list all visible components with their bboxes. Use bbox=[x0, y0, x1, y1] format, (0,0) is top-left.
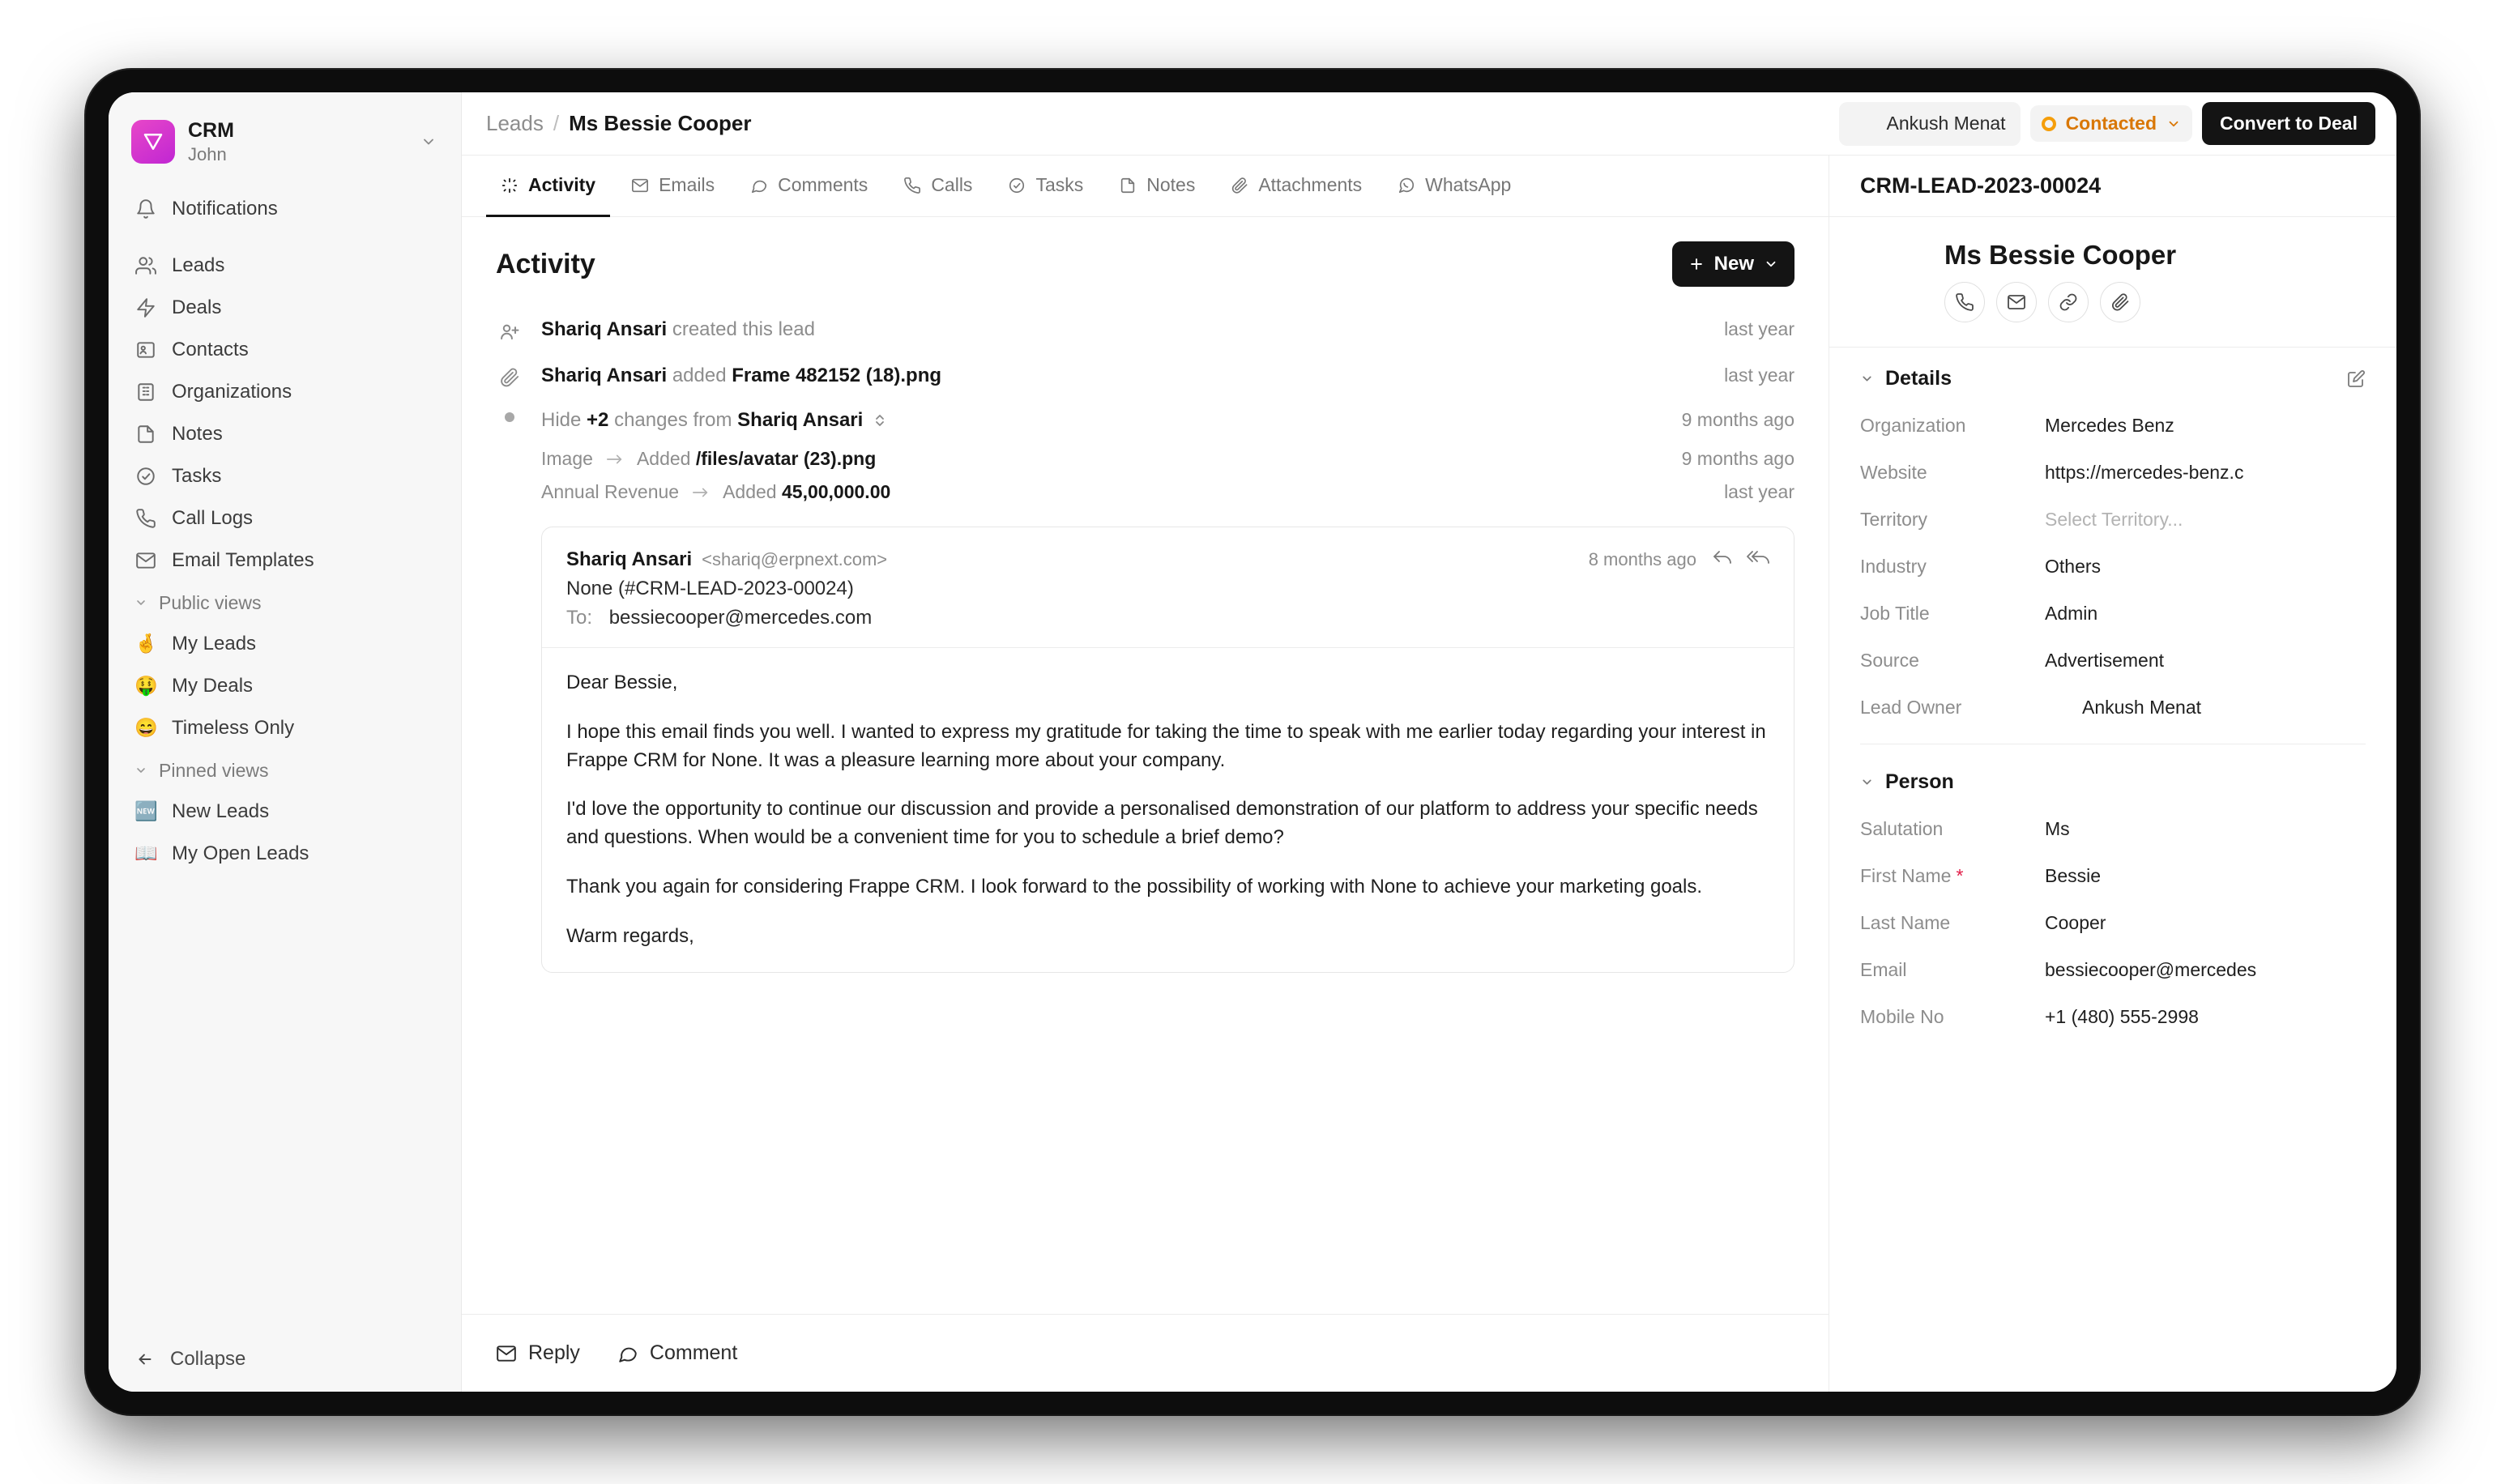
smile-emoji-icon: 😄 bbox=[134, 717, 158, 739]
chevron-down-icon bbox=[134, 596, 147, 609]
paperclip-icon bbox=[496, 367, 523, 388]
building-icon bbox=[134, 381, 157, 403]
tab-bar bbox=[462, 156, 1829, 217]
activity-icon bbox=[501, 177, 518, 194]
sidebar-item-deals[interactable] bbox=[123, 288, 446, 328]
link-icon[interactable] bbox=[2048, 282, 2089, 322]
sidebar-item-my-leads[interactable] bbox=[123, 624, 446, 664]
sidebar-item-label: Tasks bbox=[172, 464, 222, 487]
collapse-sidebar-button[interactable] bbox=[123, 1332, 446, 1392]
email-card-header bbox=[566, 548, 1769, 571]
new-activity-label: New bbox=[1713, 253, 1754, 275]
tab-whatsapp[interactable] bbox=[1383, 156, 1526, 217]
person-summary-text bbox=[1944, 240, 2176, 322]
details-section bbox=[1829, 348, 2396, 751]
edit-icon[interactable] bbox=[2346, 369, 2366, 389]
field-value[interactable]: Advertisement bbox=[2045, 649, 2165, 671]
field-label: Salutation bbox=[1860, 817, 1944, 839]
tab-attachments[interactable] bbox=[1216, 156, 1376, 217]
field-source bbox=[1860, 637, 2366, 684]
details-section-header[interactable] bbox=[1860, 367, 2366, 390]
paperclip-icon bbox=[1231, 177, 1248, 194]
arrow-right-icon bbox=[606, 453, 624, 466]
sidebar-item-label: Notifications bbox=[172, 197, 278, 220]
field-website bbox=[1860, 449, 2366, 496]
tab-emails[interactable] bbox=[617, 156, 729, 217]
email-sender-address: <shariq@erpnext.com> bbox=[702, 549, 888, 569]
avatar bbox=[1846, 109, 1877, 139]
field-organization bbox=[1860, 402, 2366, 449]
sidebar-item-my-open-leads[interactable] bbox=[123, 834, 446, 874]
arrow-right-icon bbox=[692, 486, 710, 499]
phone-icon bbox=[903, 177, 921, 194]
person-section-header[interactable] bbox=[1860, 770, 2366, 794]
activity-timestamp: last year bbox=[1724, 318, 1794, 339]
avatar[interactable] bbox=[1860, 249, 1925, 313]
sidebar-item-label: Timeless Only bbox=[172, 716, 295, 739]
email-body bbox=[566, 648, 1769, 951]
sidebar-item-label: Deals bbox=[172, 296, 222, 318]
comment-icon bbox=[617, 1343, 638, 1364]
activity-event bbox=[496, 354, 1794, 399]
content-wrapper bbox=[462, 156, 2396, 1392]
tab-label: Tasks bbox=[1035, 174, 1084, 195]
comment-label: Comment bbox=[649, 1341, 738, 1364]
field-label: Organization bbox=[1860, 414, 1966, 436]
activity-event-text bbox=[541, 365, 1690, 387]
change-value: 45,00,000.00 bbox=[781, 481, 891, 502]
person-name: Ms Bessie Cooper bbox=[1944, 240, 2177, 270]
lead-owner-name: Ankush Menat bbox=[2082, 696, 2202, 718]
field-value[interactable]: bessiecooper@mercedes bbox=[2045, 958, 2257, 980]
change-field: Annual Revenue bbox=[541, 481, 680, 502]
tab-label: Notes bbox=[1146, 174, 1196, 195]
email-paragraph: I hope this email finds you well. I wanted to express my gratitude for taking the time to speak with me earlier today regarding your interest in Frappe CRM for None. It was a pleasure learning more about your company. bbox=[566, 720, 1766, 771]
tab-label: Comments bbox=[778, 174, 868, 195]
field-mobile-no bbox=[1860, 993, 2366, 1040]
convert-to-deal-button[interactable]: Convert to Deal bbox=[2202, 102, 2375, 145]
email-recipient-row bbox=[566, 607, 1769, 629]
money-face-emoji-icon: 🤑 bbox=[134, 675, 158, 697]
new-emoji-icon: 🆕 bbox=[134, 800, 158, 822]
email-actions bbox=[1713, 549, 1769, 565]
chevron-down-icon bbox=[1764, 257, 1778, 271]
sidebar-item-label: Contacts bbox=[172, 338, 249, 360]
sidebar-item-label: Email Templates bbox=[172, 548, 314, 571]
workspace-user: John bbox=[188, 144, 227, 165]
reply-label: Reply bbox=[528, 1341, 580, 1364]
top-bar bbox=[462, 92, 2396, 156]
changes-count: +2 bbox=[587, 409, 609, 431]
field-value[interactable]: Bessie bbox=[2045, 864, 2102, 886]
field-value[interactable]: Select Territory... bbox=[2045, 508, 2183, 530]
sidebar-item-email-templates[interactable] bbox=[123, 540, 446, 581]
chevron-down-icon bbox=[2166, 117, 2181, 131]
sidebar-section-pinned-views[interactable] bbox=[123, 750, 446, 790]
email-icon bbox=[631, 177, 649, 194]
tab-tasks[interactable] bbox=[993, 156, 1098, 217]
sidebar bbox=[109, 92, 462, 1392]
sidebar-item-notes[interactable] bbox=[123, 414, 446, 454]
note-icon bbox=[1119, 177, 1137, 194]
email-paragraph: Dear Bessie, bbox=[566, 672, 678, 693]
sidebar-item-timeless-only[interactable] bbox=[123, 708, 446, 748]
sidebar-item-label: My Open Leads bbox=[172, 842, 309, 864]
sidebar-section-public-views[interactable] bbox=[123, 582, 446, 622]
status-badge[interactable] bbox=[2030, 105, 2192, 142]
record-id: CRM-LEAD-2023-00024 bbox=[1829, 156, 2396, 217]
sidebar-item-label: Notes bbox=[172, 422, 223, 445]
email-timestamp: 8 months ago bbox=[1588, 549, 1696, 569]
tab-calls[interactable] bbox=[889, 156, 987, 217]
person-section-title: Person bbox=[1885, 770, 1954, 793]
field-label: Territory bbox=[1860, 508, 1928, 530]
reply-button[interactable] bbox=[496, 1341, 580, 1365]
field-label: Industry bbox=[1860, 555, 1927, 577]
required-asterisk: * bbox=[1956, 864, 1964, 886]
tab-comments[interactable] bbox=[736, 156, 882, 217]
field-value[interactable] bbox=[2045, 693, 2366, 721]
email-icon bbox=[496, 1343, 517, 1364]
collapse-icon bbox=[134, 1349, 156, 1370]
activity-timestamp: last year bbox=[1724, 365, 1794, 386]
email-subject: None (#CRM-LEAD-2023-00024) bbox=[566, 578, 854, 599]
field-value[interactable]: Admin bbox=[2045, 602, 2098, 624]
sidebar-item-organizations[interactable] bbox=[123, 372, 446, 412]
workspace-title: CRM bbox=[188, 119, 234, 142]
users-icon bbox=[134, 254, 157, 277]
sidebar-item-my-deals[interactable] bbox=[123, 666, 446, 706]
sidebar-item-tasks[interactable] bbox=[123, 456, 446, 497]
field-salutation bbox=[1860, 805, 2366, 852]
task-icon bbox=[1008, 177, 1026, 194]
field-first-name bbox=[1860, 852, 2366, 899]
sidebar-item-call-logs[interactable] bbox=[123, 498, 446, 539]
sidebar-section-label: Pinned views bbox=[159, 759, 269, 781]
composer-bar bbox=[462, 1314, 1829, 1392]
collapse-label: Collapse bbox=[170, 1348, 246, 1370]
email-activity-card bbox=[541, 527, 1794, 973]
person-summary bbox=[1829, 217, 2396, 348]
activity-actor: Shariq Ansari bbox=[541, 318, 668, 340]
activity-event-text bbox=[541, 318, 1690, 341]
tab-label: Attachments bbox=[1258, 174, 1363, 195]
field-label: Source bbox=[1860, 649, 1919, 671]
sidebar-section-label: Public views bbox=[159, 591, 262, 613]
email-paragraph: Thank you again for considering Frappe CRM. I look forward to the possibility of working with None to achieve your marketing goals. bbox=[566, 875, 1703, 898]
tab-activity[interactable] bbox=[486, 156, 610, 217]
hand-emoji-icon: 🤞 bbox=[134, 633, 158, 655]
sidebar-item-label: Organizations bbox=[172, 380, 292, 403]
sort-toggle-icon[interactable] bbox=[868, 409, 886, 431]
activity-action: added bbox=[672, 365, 727, 386]
details-panel bbox=[1829, 156, 2396, 1392]
sidebar-nav bbox=[123, 189, 446, 874]
avatar bbox=[497, 542, 531, 576]
contact-card-icon bbox=[134, 339, 157, 361]
reply-icon[interactable] bbox=[1713, 549, 1734, 565]
comment-button[interactable] bbox=[617, 1341, 737, 1365]
phone-icon[interactable] bbox=[1944, 282, 1985, 322]
activity-event bbox=[496, 308, 1794, 354]
field-label: Website bbox=[1860, 461, 1927, 483]
email-to-label: To: bbox=[566, 607, 593, 629]
lead-owner-pill[interactable] bbox=[1839, 102, 2021, 146]
activity-timestamp: 9 months ago bbox=[1681, 409, 1794, 430]
field-label: Last Name bbox=[1860, 911, 1951, 933]
breadcrumb-separator: / bbox=[553, 111, 560, 135]
field-label: Job Title bbox=[1860, 602, 1930, 624]
bell-icon bbox=[134, 198, 157, 220]
bullet-dot-icon bbox=[496, 412, 523, 423]
field-label bbox=[1860, 865, 2045, 887]
field-last-name bbox=[1860, 899, 2366, 946]
details-section-title: Details bbox=[1885, 367, 1952, 390]
field-value[interactable]: Cooper bbox=[2045, 911, 2106, 933]
activity-change-row bbox=[496, 442, 1794, 475]
page-title: Activity bbox=[496, 248, 595, 279]
field-value[interactable]: Ms bbox=[2045, 817, 2070, 839]
book-emoji-icon: 📖 bbox=[134, 842, 158, 864]
tab-label: Calls bbox=[931, 174, 973, 195]
sidebar-item-leads[interactable] bbox=[123, 245, 446, 286]
activity-change-row bbox=[496, 475, 1794, 509]
changes-actor: Shariq Ansari bbox=[737, 409, 864, 431]
user-plus-icon bbox=[496, 321, 523, 343]
nav-spacer bbox=[123, 231, 446, 244]
sidebar-item-contacts[interactable] bbox=[123, 330, 446, 370]
device-frame bbox=[86, 70, 2419, 1414]
chevron-down-icon bbox=[1860, 372, 1874, 386]
quick-actions bbox=[1944, 282, 2176, 322]
field-job-title bbox=[1860, 590, 2366, 637]
plus-icon bbox=[1688, 256, 1705, 272]
check-circle-icon bbox=[134, 465, 157, 488]
activity-column bbox=[462, 156, 1829, 1392]
chevron-down-icon bbox=[1860, 775, 1874, 789]
tab-label: Activity bbox=[528, 174, 596, 195]
status-dot-icon bbox=[2042, 117, 2056, 131]
field-value[interactable]: Mercedes Benz bbox=[2045, 414, 2174, 436]
field-value[interactable]: https://mercedes-benz.c bbox=[2045, 461, 2244, 483]
email-paragraph: Warm regards, bbox=[566, 924, 694, 947]
breadcrumb-leads[interactable]: Leads bbox=[486, 111, 544, 135]
sidebar-item-notifications[interactable] bbox=[123, 189, 446, 229]
chevron-down-icon bbox=[420, 134, 437, 150]
activity-header bbox=[462, 217, 1829, 296]
crm-logo-icon bbox=[131, 120, 175, 164]
paperclip-icon[interactable] bbox=[2100, 282, 2140, 322]
activity-feed bbox=[462, 296, 1829, 1314]
field-lead-owner bbox=[1860, 684, 2366, 731]
email-recipient: bessiecooper@mercedes.com bbox=[608, 607, 873, 629]
activity-changes-group[interactable] bbox=[496, 399, 1794, 442]
tab-label: WhatsApp bbox=[1425, 174, 1512, 195]
activity-actor: Shariq Ansari bbox=[541, 365, 668, 386]
sidebar-item-label: My Leads bbox=[172, 632, 257, 655]
person-section bbox=[1829, 751, 2396, 1047]
change-value: /files/avatar (23).png bbox=[695, 448, 877, 469]
avatar bbox=[2045, 693, 2072, 721]
activity-changes-text bbox=[541, 409, 1648, 432]
change-field: Image bbox=[541, 448, 593, 469]
change-timestamp: last year bbox=[1724, 481, 1794, 502]
activity-action: created this lead bbox=[672, 318, 815, 340]
email-sender-name: Shariq Ansari bbox=[566, 548, 693, 570]
app-window bbox=[109, 92, 2396, 1392]
new-activity-button[interactable] bbox=[1672, 241, 1794, 287]
field-label: Lead Owner bbox=[1860, 696, 1962, 718]
reply-all-icon[interactable] bbox=[1747, 549, 1769, 565]
activity-detail: Frame 482152 (18).png bbox=[732, 365, 942, 386]
field-email bbox=[1860, 946, 2366, 993]
field-value[interactable]: +1 (480) 555-2998 bbox=[2045, 1005, 2199, 1027]
note-icon bbox=[134, 423, 157, 446]
main-area bbox=[462, 92, 2396, 1392]
sidebar-item-label: Call Logs bbox=[172, 506, 254, 529]
email-paragraph: I'd love the opportunity to continue our discussion and provide a personalised demonstration of our platform to address your specific needs and questions. When would be a convenient time for you to schedule a brief demo? bbox=[566, 798, 1758, 849]
sidebar-item-new-leads[interactable] bbox=[123, 791, 446, 832]
field-label-text: First Name bbox=[1860, 864, 1952, 886]
breadcrumb-current[interactable]: Ms Bessie Cooper bbox=[569, 111, 752, 135]
phone-icon bbox=[134, 507, 157, 530]
tab-label: Emails bbox=[659, 174, 715, 195]
lead-owner-name: Ankush Menat bbox=[1886, 113, 2006, 134]
change-verb: Added bbox=[636, 448, 691, 469]
workspace-switcher[interactable] bbox=[123, 110, 446, 174]
mail-icon bbox=[134, 549, 157, 572]
changes-toggle-label[interactable]: Hide bbox=[541, 409, 582, 431]
tab-notes[interactable] bbox=[1104, 156, 1210, 217]
change-timestamp: 9 months ago bbox=[1681, 448, 1794, 469]
field-value[interactable]: Others bbox=[2045, 555, 2102, 577]
sidebar-item-label: My Deals bbox=[172, 674, 254, 697]
changes-label: changes from bbox=[614, 409, 732, 431]
change-verb: Added bbox=[723, 481, 777, 502]
chevron-down-icon bbox=[134, 764, 147, 777]
field-label: Email bbox=[1860, 958, 1907, 980]
bolt-icon bbox=[134, 296, 157, 319]
comment-icon bbox=[750, 177, 768, 194]
status-label: Contacted bbox=[2065, 113, 2157, 134]
field-label: Mobile No bbox=[1860, 1005, 1944, 1027]
sidebar-item-label: Leads bbox=[172, 254, 225, 276]
whatsapp-icon bbox=[1398, 177, 1415, 194]
mail-icon[interactable] bbox=[1996, 282, 2037, 322]
sidebar-item-label: New Leads bbox=[172, 800, 270, 822]
field-industry bbox=[1860, 543, 2366, 590]
field-territory bbox=[1860, 496, 2366, 543]
